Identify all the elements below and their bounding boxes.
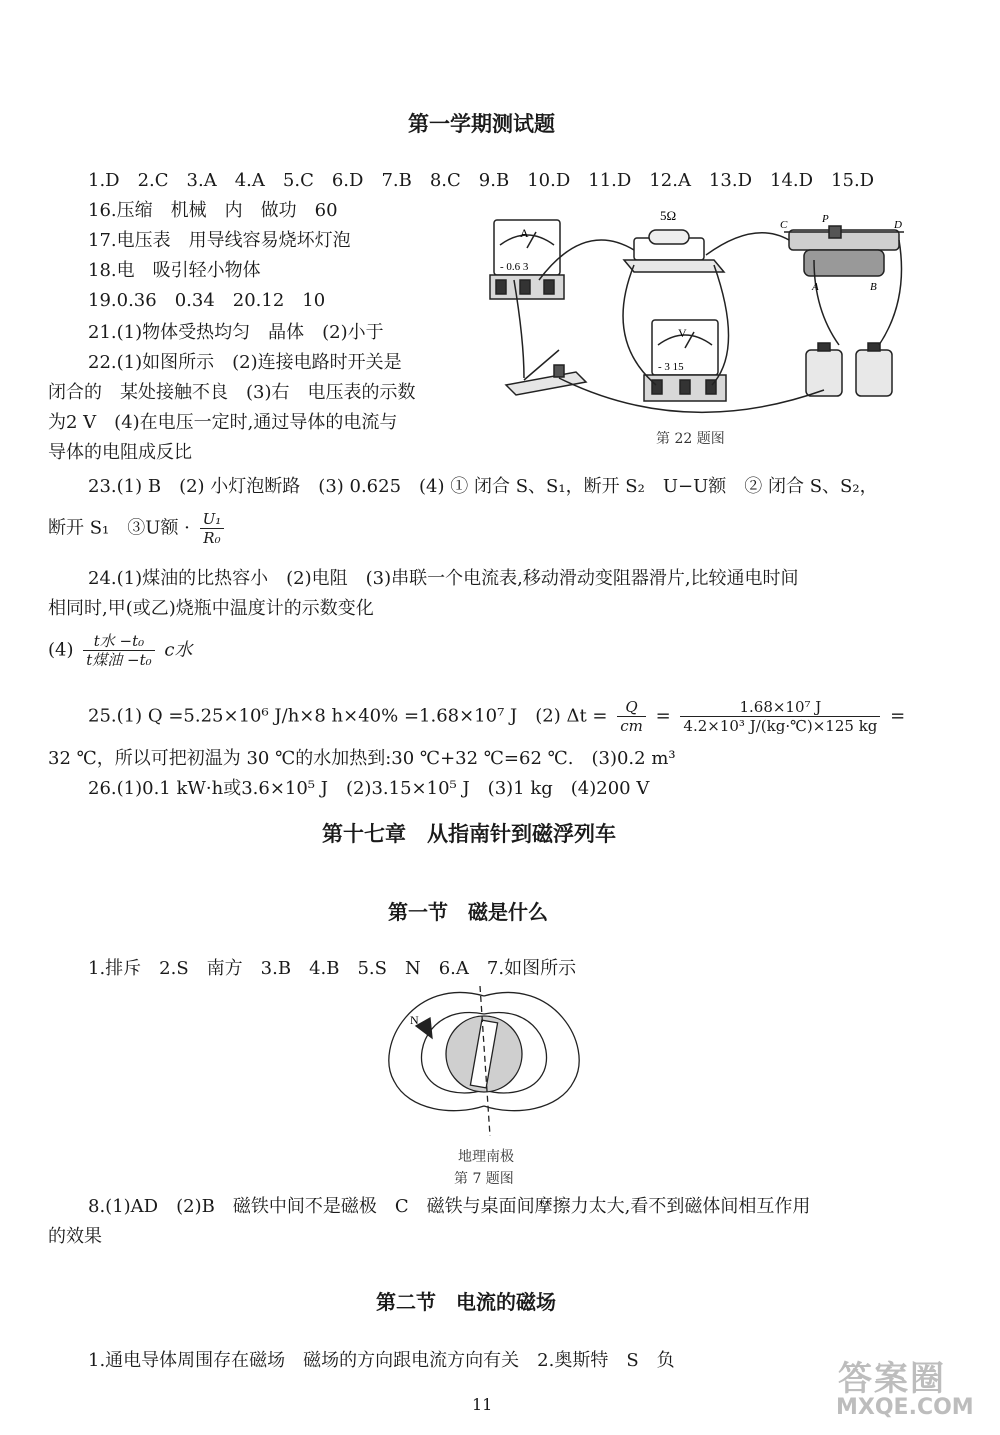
site-watermark-logo: [830, 1347, 990, 1427]
answer-line-26: 26.(1)0.1 kW·h或3.6×10⁵ J (2)3.15×10⁵ J (3)1 kg (4)200 V: [88, 778, 650, 799]
frac-numerator: U₁: [200, 510, 225, 529]
fig7-caption: 第 7 题图: [454, 1171, 514, 1187]
fraction-temperature: [83, 632, 154, 669]
line23b-text: 断开 S₁ ③U额 ·: [48, 517, 190, 539]
watermark-url: MXQE.COM: [836, 1395, 974, 1420]
circuit-figure-22: [484, 200, 914, 435]
answer-line-22d: 导体的电阻成反比: [48, 442, 192, 463]
answer-line-24c: [48, 632, 192, 669]
chapter-title: 第十七章 从指南针到磁浮列车: [322, 821, 616, 846]
frac-denominator: cm: [620, 717, 643, 735]
frac-numerator: Q: [617, 698, 646, 717]
fig7-pole-label: 地理南极: [458, 1149, 514, 1165]
rheostat-label-a: A: [812, 281, 819, 293]
answer-line-19-20: 19.0.36 0.34 20.12 10: [88, 290, 326, 311]
answer-line-23a: 23.(1) B (2) 小灯泡断路 (3) 0.625 (4) ① 闭合 S、S₁，断开 S₂ U−U额 ② 闭合 S、S₂，: [88, 476, 878, 497]
section2-title: 第二节 电流的磁场: [376, 1290, 556, 1314]
s2-answer-line-1: 1.通电导体周围存在磁场 磁场的方向跟电流方向有关 2.奥斯特 S 负: [88, 1350, 675, 1371]
answer-line-22b: 闭合的 某处接触不良 (3)右 电压表的示数: [48, 382, 416, 403]
watermark-text: 答案圈: [838, 1359, 946, 1399]
fraction-u1-r0: [200, 510, 225, 547]
rheostat-label-c: C: [780, 219, 788, 231]
line25a-text: 25.(1) Q =5.25×10⁶ J/h×8 h×40% =1.68×10⁷ J (2) Δt =: [88, 705, 608, 727]
answer-line-24a: 24.(1)煤油的比热容小 (2)电阻 (3)串联一个电流表,移动滑动变阻器滑片,比较通电时间: [88, 568, 799, 589]
ammeter-scale: - 0.6 3: [500, 261, 529, 273]
s1-answer-line-1: 1.排斥 2.S 南方 3.B 4.B 5.S N 6.A 7.如图所示: [88, 958, 577, 979]
magnetic-field-figure-7: [384, 986, 584, 1146]
answer-line-16: 16.压缩 机械 内 做功 60: [88, 200, 338, 221]
frac-numerator: 1.68×10⁷ J: [680, 698, 880, 717]
frac-numerator: t水 −t₀: [83, 632, 154, 651]
answer-line-22c: 为2 V (4)在电压一定时,通过导体的电流与: [48, 412, 398, 433]
frac-denominator: 4.2×10³ J/(kg·℃)×125 kg: [683, 717, 878, 735]
fraction-heat: [680, 698, 880, 735]
answer-line-25a: [88, 698, 905, 735]
s1-answer-line-8b: 的效果: [48, 1226, 102, 1247]
rheostat-label-d: D: [894, 219, 902, 231]
answer-line-24b: 相同时,甲(或乙)烧瓶中温度计的示数变化: [48, 598, 374, 619]
ammeter-label: A: [520, 226, 529, 240]
answer-line-25b: 32 ℃，所以可把初温为 30 ℃的水加热到:30 ℃+32 ℃=62 ℃. (3)0.2 m³: [48, 748, 676, 769]
frac-denominator: R₀: [203, 529, 221, 547]
page-number: 11: [472, 1395, 493, 1414]
answer-line-23b: [48, 510, 228, 547]
voltmeter-scale: - 3 15: [658, 361, 684, 373]
frac-denominator: t煤油 −t₀: [86, 651, 152, 669]
resistor-label: 5Ω: [660, 208, 677, 223]
fig22-caption: 第 22 题图: [656, 431, 725, 447]
line24c-prefix: (4): [48, 639, 74, 661]
answer-line-22a: 22.(1)如图所示 (2)连接电路时开关是: [88, 352, 402, 373]
answer-line-17: 17.电压表 用导线容易烧坏灯泡: [88, 230, 351, 251]
voltmeter-label: V: [678, 326, 687, 340]
answer-line-21: 21.(1)物体受热均匀 晶体 (2)小于: [88, 322, 384, 343]
test-title: 第一学期测试题: [408, 111, 555, 136]
line25a-equals: =: [655, 705, 671, 727]
rheostat-label-p: P: [822, 213, 829, 225]
compass-n-label: N: [410, 1013, 419, 1027]
answer-line-1-15: 1.D 2.C 3.A 4.A 5.C 6.D 7.B 8.C 9.B 10.D 11.D 12.A 13.D 14.D 15.D: [88, 170, 875, 191]
section1-title: 第一节 磁是什么: [388, 900, 548, 924]
fraction-q-cm: [617, 698, 646, 735]
answer-line-18: 18.电 吸引轻小物体: [88, 260, 261, 281]
rheostat-label-b: B: [870, 281, 877, 293]
s1-answer-line-8a: 8.(1)AD (2)B 磁铁中间不是磁极 C 磁铁与桌面间摩擦力太大,看不到磁体间相互作用: [88, 1196, 811, 1217]
line25a-end: =: [890, 705, 906, 727]
line24c-suffix: c水: [164, 639, 193, 661]
